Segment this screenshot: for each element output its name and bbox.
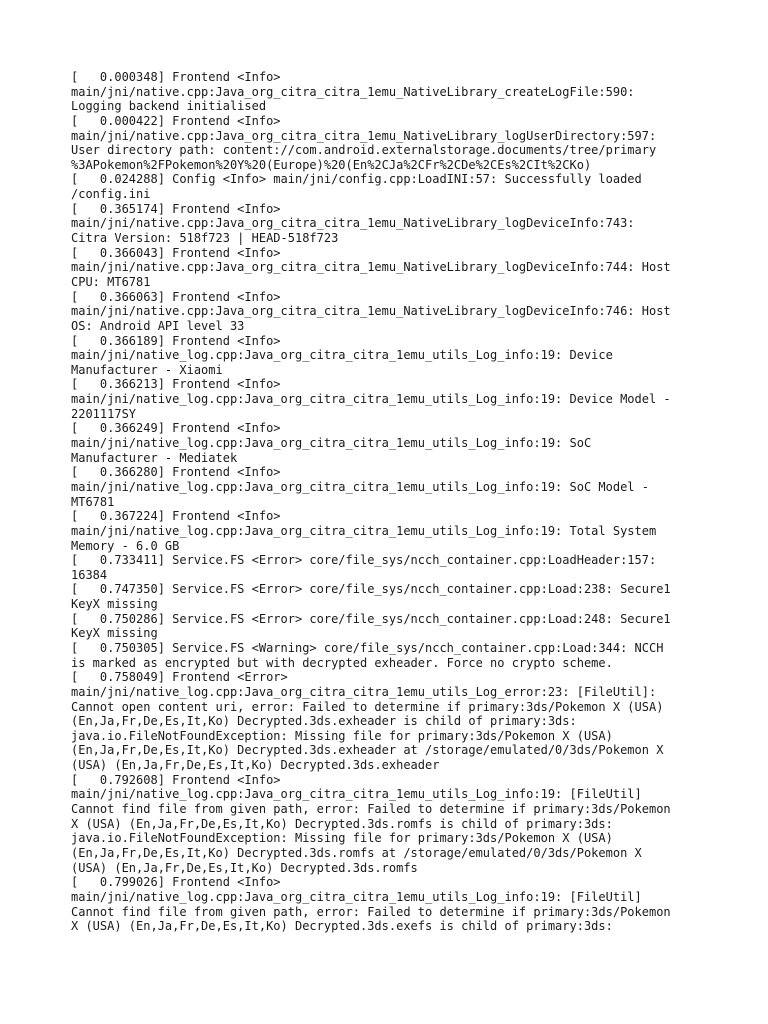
- log-line: %3APokemon%2FPokemon%20Y%20(Europe)%20(En%2CJa%2CFr%2CDe%2CEs%2CIt%2CKo): [71, 157, 592, 172]
- log-line: [ 0.733411] Service.FS <Error> core/file_sys/ncch_container.cpp:LoadHeader:157:: [71, 553, 657, 568]
- log-line: MT6781: [71, 494, 115, 509]
- log-line: main/jni/native.cpp:Java_org_citra_citra_1emu_NativeLibrary_logDeviceInfo:746: Host: [71, 304, 671, 319]
- log-line: main/jni/native_log.cpp:Java_org_citra_citra_1emu_utils_Log_info:19: Device Model -: [71, 392, 671, 407]
- log-line: [ 0.366280] Frontend <Info>: [71, 465, 281, 480]
- log-line: [ 0.366213] Frontend <Info>: [71, 377, 281, 392]
- log-line: Manufacturer - Mediatek: [71, 450, 238, 465]
- log-line: X (USA) (En,Ja,Fr,De,Es,It,Ko) Decrypted.3ds.exefs is child of primary:3ds:: [71, 919, 613, 934]
- log-line: [ 0.750305] Service.FS <Warning> core/file_sys/ncch_container.cpp:Load:344: NCCH: [71, 640, 664, 655]
- log-line: main/jni/native_log.cpp:Java_org_citra_citra_1emu_utils_Log_error:23: [FileUtil]:: [71, 684, 657, 699]
- log-line: main/jni/native.cpp:Java_org_citra_citra_1emu_NativeLibrary_logDeviceInfo:744: Host: [71, 260, 671, 275]
- log-line: KeyX missing: [71, 626, 158, 641]
- log-text-view: [71, 70, 711, 934]
- log-line: Memory - 6.0 GB: [71, 538, 180, 553]
- log-line: [ 0.365174] Frontend <Info>: [71, 201, 281, 216]
- log-line: 16384: [71, 567, 108, 582]
- log-line: [ 0.366189] Frontend <Info>: [71, 333, 281, 348]
- log-line: main/jni/native_log.cpp:Java_org_citra_citra_1emu_utils_Log_info:19: SoC: [71, 436, 592, 451]
- log-line: X (USA) (En,Ja,Fr,De,Es,It,Ko) Decrypted.3ds.romfs is child of primary:3ds:: [71, 816, 613, 831]
- log-line: java.io.FileNotFoundException: Missing file for primary:3ds/Pokemon X (USA): [71, 728, 613, 743]
- log-line: (USA) (En,Ja,Fr,De,Es,It,Ko) Decrypted.3ds.romfs: [71, 860, 418, 875]
- log-line: [ 0.000348] Frontend <Info>: [71, 70, 281, 84]
- log-line: Manufacturer - Xiaomi: [71, 362, 223, 377]
- log-line: [ 0.366249] Frontend <Info>: [71, 421, 281, 436]
- log-line: is marked as encrypted but with decrypted exheader. Force no crypto scheme.: [71, 655, 613, 670]
- log-line: Logging backend initialised: [71, 99, 267, 114]
- log-line: main/jni/native_log.cpp:Java_org_citra_citra_1emu_utils_Log_info:19: Total System: [71, 523, 657, 538]
- log-line: java.io.FileNotFoundException: Missing file for primary:3ds/Pokemon X (USA): [71, 831, 613, 846]
- log-line: User directory path: content://com.android.externalstorage.documents/tree/primary: [71, 143, 657, 158]
- log-line: main/jni/native.cpp:Java_org_citra_citra_1emu_NativeLibrary_logDeviceInfo:743:: [71, 216, 635, 231]
- log-line: main/jni/native.cpp:Java_org_citra_citra_1emu_NativeLibrary_logUserDirectory:597:: [71, 128, 657, 143]
- log-line: main/jni/native_log.cpp:Java_org_citra_citra_1emu_utils_Log_info:19: SoC Model -: [71, 479, 649, 494]
- log-line: main/jni/native_log.cpp:Java_org_citra_citra_1emu_utils_Log_info:19: [FileUtil]: [71, 787, 642, 802]
- log-line: Cannot find file from given path, error: Failed to determine if primary:3ds/Pokemon: [71, 904, 671, 919]
- log-line: [ 0.758049] Frontend <Error>: [71, 670, 288, 685]
- log-line: [ 0.367224] Frontend <Info>: [71, 509, 281, 524]
- log-line: [ 0.747350] Service.FS <Error> core/file_sys/ncch_container.cpp:Load:238: Secure1: [71, 582, 671, 597]
- log-line: main/jni/native_log.cpp:Java_org_citra_citra_1emu_utils_Log_info:19: Device: [71, 348, 613, 363]
- log-line: /config.ini: [71, 187, 151, 202]
- log-line: (En,Ja,Fr,De,Es,It,Ko) Decrypted.3ds.exheader is child of primary:3ds:: [71, 714, 577, 729]
- log-line: 2201117SY: [71, 406, 137, 421]
- log-line: main/jni/native_log.cpp:Java_org_citra_citra_1emu_utils_Log_info:19: [FileUtil]: [71, 889, 642, 904]
- log-line: [ 0.366063] Frontend <Info>: [71, 289, 281, 304]
- log-line: [ 0.024288] Config <Info> main/jni/config.cpp:LoadINI:57: Successfully loaded: [71, 172, 642, 187]
- log-line: Cannot open content uri, error: Failed to determine if primary:3ds/Pokemon X (USA): [71, 699, 664, 714]
- log-line: main/jni/native.cpp:Java_org_citra_citra_1emu_NativeLibrary_createLogFile:590:: [71, 84, 635, 99]
- log-line: [ 0.792608] Frontend <Info>: [71, 772, 281, 787]
- log-line: (En,Ja,Fr,De,Es,It,Ko) Decrypted.3ds.romfs at /storage/emulated/0/3ds/Pokemon X: [71, 845, 642, 860]
- log-line: Cannot find file from given path, error: Failed to determine if primary:3ds/Pokemon: [71, 802, 671, 817]
- log-line: [ 0.799026] Frontend <Info>: [71, 875, 281, 890]
- log-line: [ 0.366043] Frontend <Info>: [71, 245, 281, 260]
- log-line: KeyX missing: [71, 597, 158, 612]
- log-line: CPU: MT6781: [71, 274, 151, 289]
- log-line: (En,Ja,Fr,De,Es,It,Ko) Decrypted.3ds.exheader at /storage/emulated/0/3ds/Pokemon X: [71, 743, 664, 758]
- log-line: [ 0.750286] Service.FS <Error> core/file_sys/ncch_container.cpp:Load:248: Secure1: [71, 611, 671, 626]
- log-line: OS: Android API level 33: [71, 318, 245, 333]
- log-line: [ 0.000422] Frontend <Info>: [71, 113, 281, 128]
- log-line: (USA) (En,Ja,Fr,De,Es,It,Ko) Decrypted.3ds.exheader: [71, 758, 440, 773]
- log-line: Citra Version: 518f723 | HEAD-518f723: [71, 231, 339, 246]
